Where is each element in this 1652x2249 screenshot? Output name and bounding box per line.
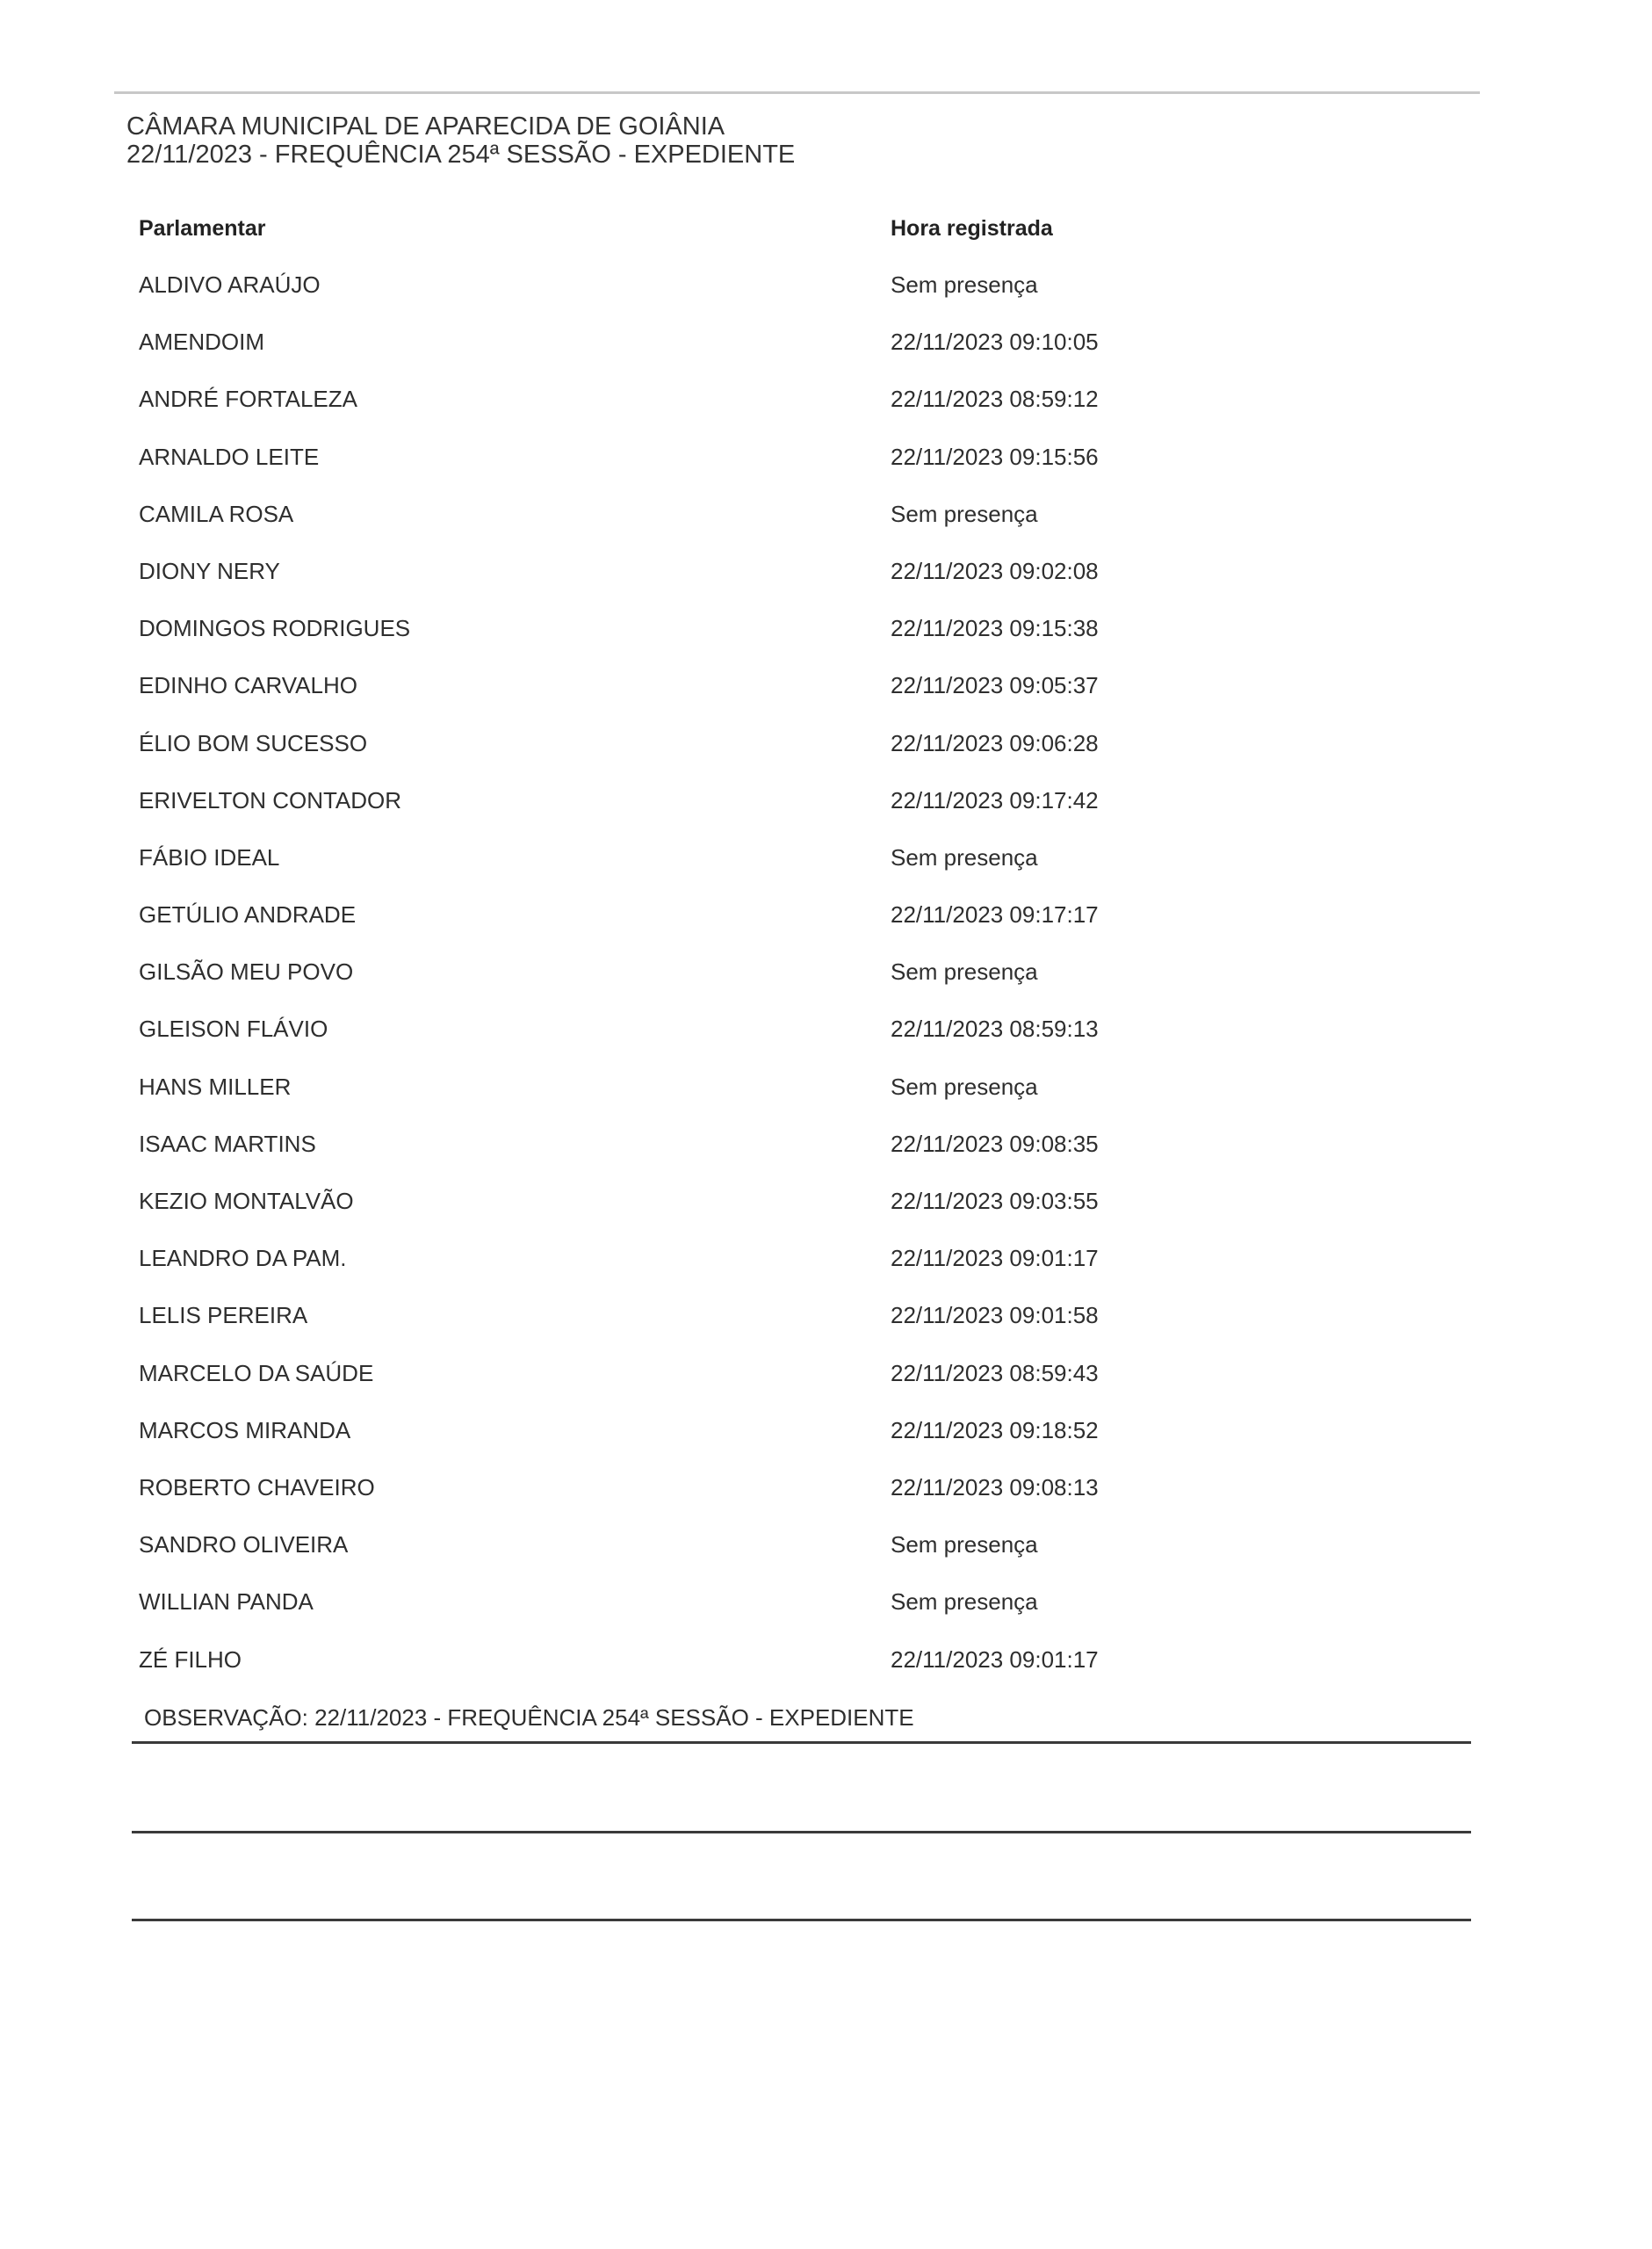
parlamentar-name: HANS MILLER [139, 1073, 292, 1100]
table-row [139, 611, 1193, 668]
parlamentar-name: GETÚLIO ANDRADE [139, 901, 357, 929]
column-header-parlamentar: Parlamentar [139, 216, 266, 241]
table-row [139, 1527, 1193, 1584]
table-row [139, 1069, 1193, 1126]
table-row [139, 1356, 1193, 1413]
hora-registrada: 22/11/2023 09:01:17 [891, 1645, 1099, 1673]
hora-registrada: Sem presença [891, 1531, 1038, 1558]
hora-registrada: 22/11/2023 09:15:56 [891, 443, 1099, 470]
parlamentar-name: CAMILA ROSA [139, 500, 294, 527]
hora-registrada: 22/11/2023 09:10:05 [891, 329, 1099, 356]
hora-registrada: 22/11/2023 09:18:52 [891, 1416, 1099, 1443]
observation-text: OBSERVAÇÃO: 22/11/2023 - FREQUÊNCIA 254ª SESSÃO - EXPEDIENTE [144, 1704, 914, 1731]
table-row [139, 324, 1193, 381]
signature-line [132, 1741, 1471, 1744]
table-row [139, 1298, 1193, 1355]
table-row [139, 439, 1193, 496]
table-row [139, 897, 1193, 954]
table-row [139, 1584, 1193, 1641]
table-row [139, 1240, 1193, 1298]
top-divider [114, 91, 1480, 94]
column-header-hora-registrada: Hora registrada [891, 216, 1053, 241]
parlamentar-name: DOMINGOS RODRIGUES [139, 615, 411, 642]
parlamentar-name: KEZIO MONTALVÃO [139, 1188, 354, 1214]
parlamentar-name: ERIVELTON CONTADOR [139, 786, 402, 814]
parlamentar-name: LELIS PEREIRA [139, 1302, 308, 1329]
table-row [139, 1413, 1193, 1470]
table-row [139, 726, 1193, 783]
parlamentar-name: ALDIVO ARAÚJO [139, 271, 321, 298]
hora-registrada: 22/11/2023 09:06:28 [891, 729, 1099, 756]
parlamentar-name: ANDRÉ FORTALEZA [139, 386, 357, 413]
hora-registrada: 22/11/2023 09:03:55 [891, 1188, 1099, 1214]
hora-registrada: 22/11/2023 09:05:37 [891, 672, 1099, 699]
parlamentar-name: DIONY NERY [139, 557, 280, 584]
parlamentar-name: EDINHO CARVALHO [139, 672, 357, 699]
parlamentar-name: ROBERTO CHAVEIRO [139, 1473, 375, 1501]
hora-registrada: 22/11/2023 09:02:08 [891, 557, 1099, 584]
parlamentar-name: GILSÃO MEU POVO [139, 958, 354, 986]
table-row [139, 1642, 1193, 1699]
parlamentar-name: MARCELO DA SAÚDE [139, 1359, 374, 1386]
signature-line [132, 1831, 1471, 1833]
hora-registrada: Sem presença [891, 1073, 1038, 1100]
hora-registrada: 22/11/2023 09:01:17 [891, 1245, 1099, 1272]
table-row [139, 668, 1193, 725]
table-row [139, 1011, 1193, 1068]
parlamentar-name: GLEISON FLÁVIO [139, 1016, 328, 1043]
hora-registrada: 22/11/2023 09:08:13 [891, 1473, 1099, 1501]
hora-registrada: Sem presença [891, 843, 1038, 871]
table-row [139, 496, 1193, 553]
hora-registrada: 22/11/2023 08:59:12 [891, 386, 1099, 413]
parlamentar-name: AMENDOIM [139, 329, 264, 356]
parlamentar-name: ZÉ FILHO [139, 1645, 242, 1673]
table-row [139, 1126, 1193, 1183]
hora-registrada: 22/11/2023 09:17:17 [891, 901, 1099, 929]
signature-line [132, 1919, 1471, 1921]
parlamentar-name: ISAAC MARTINS [139, 1130, 316, 1157]
table-row [139, 553, 1193, 611]
hora-registrada: Sem presença [891, 958, 1038, 986]
table-row [139, 840, 1193, 897]
hora-registrada: 22/11/2023 09:17:42 [891, 786, 1099, 814]
parlamentar-name: LEANDRO DA PAM. [139, 1245, 347, 1272]
hora-registrada: 22/11/2023 09:08:35 [891, 1130, 1099, 1157]
hora-registrada: 22/11/2023 08:59:13 [891, 1016, 1099, 1043]
hora-registrada: 22/11/2023 08:59:43 [891, 1359, 1099, 1386]
table-row [139, 783, 1193, 840]
hora-registrada: Sem presença [891, 500, 1038, 527]
session-title: 22/11/2023 - FREQUÊNCIA 254ª SESSÃO - EXPEDIENTE [126, 141, 796, 169]
table-body [139, 267, 1193, 1699]
parlamentar-name: ÉLIO BOM SUCESSO [139, 729, 368, 756]
parlamentar-name: FÁBIO IDEAL [139, 843, 280, 871]
parlamentar-name: SANDRO OLIVEIRA [139, 1531, 349, 1558]
parlamentar-name: MARCOS MIRANDA [139, 1416, 351, 1443]
hora-registrada: 22/11/2023 09:01:58 [891, 1302, 1099, 1329]
hora-registrada: 22/11/2023 09:15:38 [891, 615, 1099, 642]
table-header [139, 211, 1193, 249]
table-row [139, 381, 1193, 438]
hora-registrada: Sem presença [891, 1588, 1038, 1616]
table-row [139, 1183, 1193, 1240]
institution-name: CÂMARA MUNICIPAL DE APARECIDA DE GOIÂNIA [126, 112, 725, 141]
parlamentar-name: ARNALDO LEITE [139, 443, 320, 470]
parlamentar-name: WILLIAN PANDA [139, 1588, 314, 1616]
table-row [139, 954, 1193, 1011]
table-row [139, 267, 1193, 324]
hora-registrada: Sem presença [891, 271, 1038, 298]
table-row [139, 1470, 1193, 1527]
attendance-table [139, 211, 1193, 1673]
document-header [126, 112, 1268, 169]
